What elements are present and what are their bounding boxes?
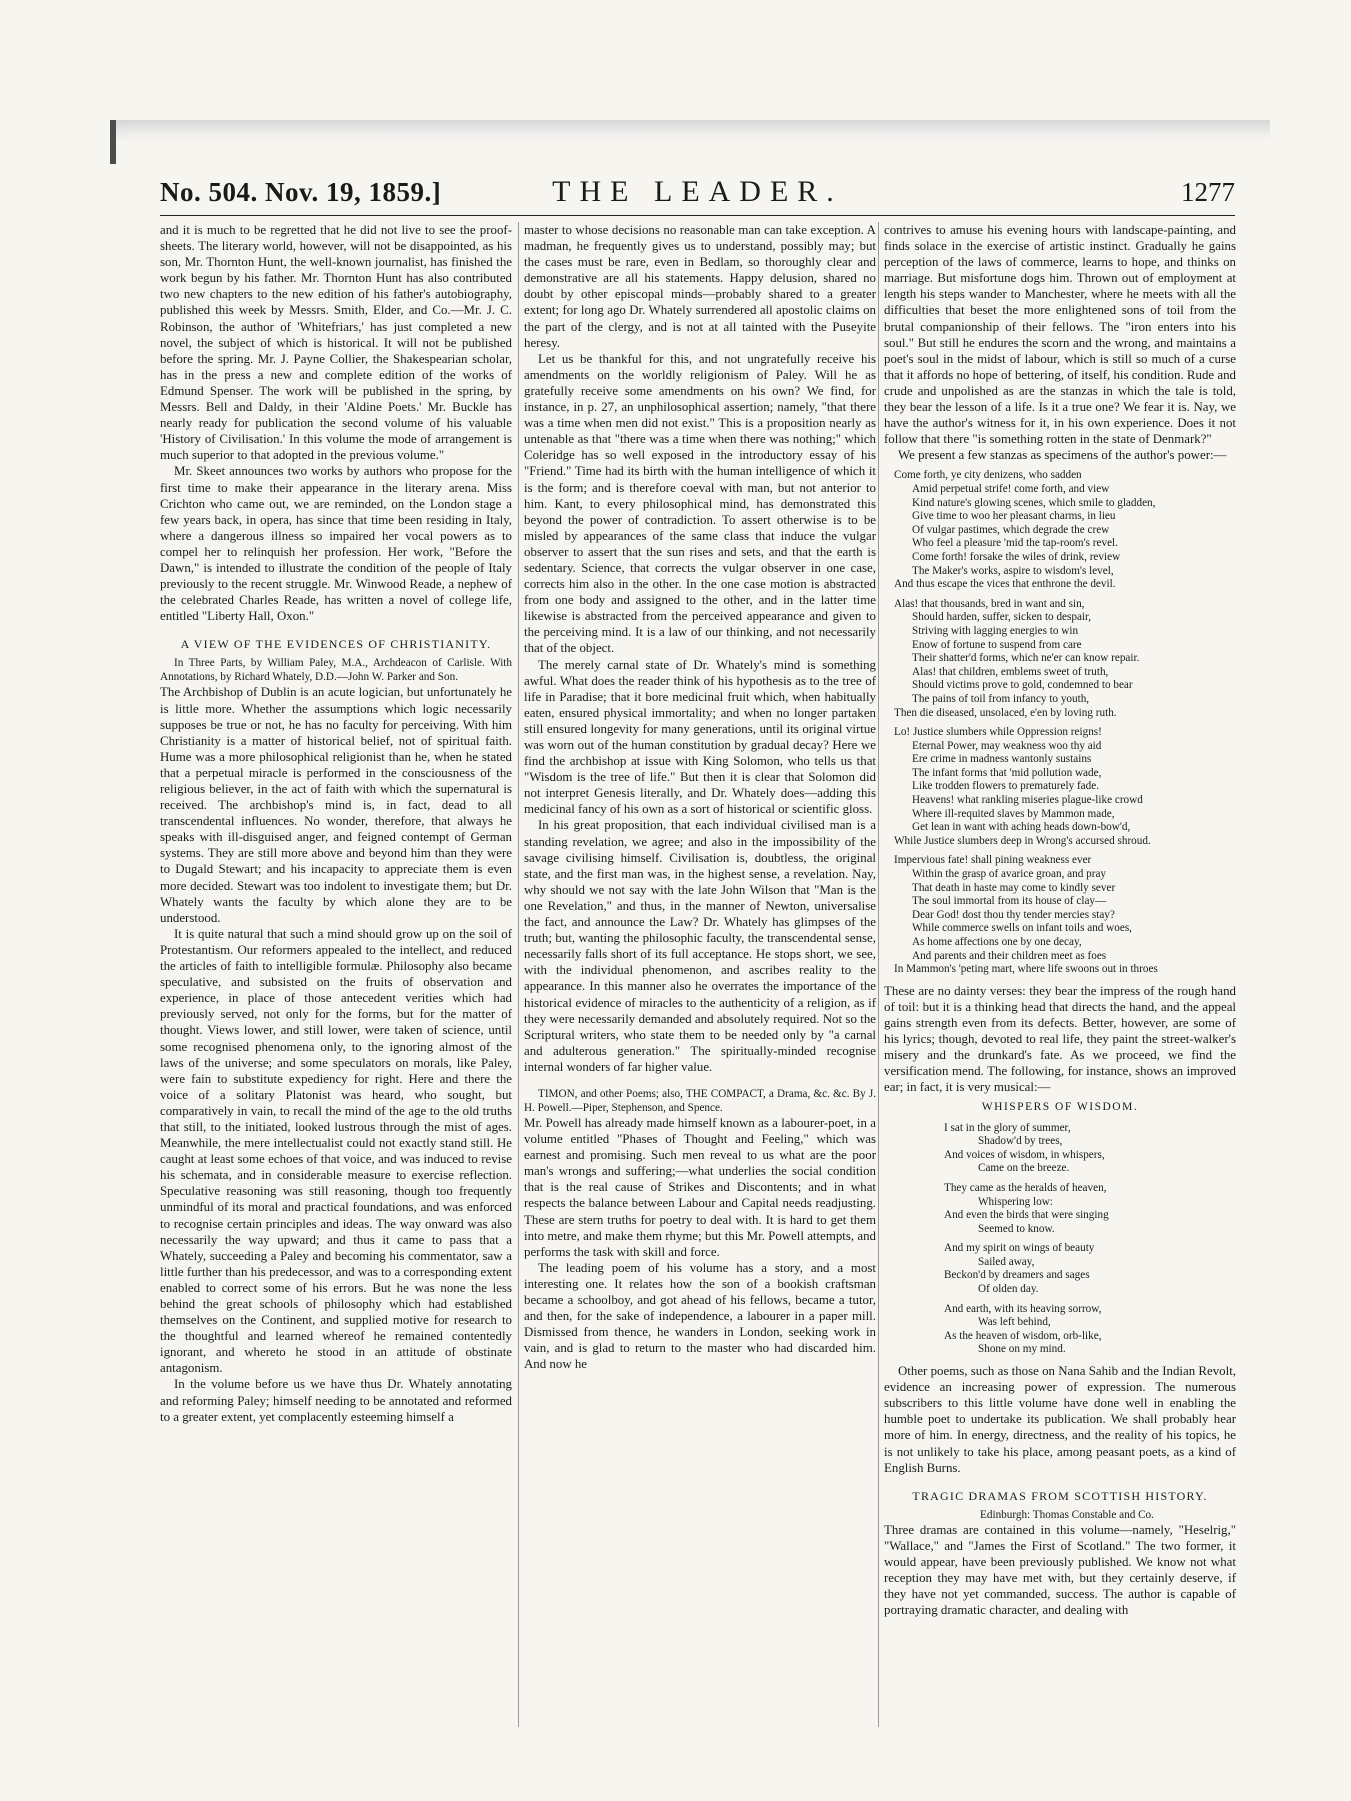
poem-line: The soul immortal from its house of clay— [912,895,1107,908]
paragraph: The leading poem of his volume has a story, and a most interesting one. It relates how the son of a bookish craftsman became a schoolboy, and got ahead of his fellows, became a tutor, and then, for the sake of independence, a labourer in a paper mill. Dismissed from thence, he wanders in London, seeking work in vain, and is glad to return to the master who had discarded him. And now he [524,1260,876,1372]
stanza [894,469,1236,591]
page-header [160,175,1235,216]
paragraph: In his great proposition, that each individual civilised man is a standing revelation, we agree; and also in the impossibility of the savage civilising himself. Civilisation is, doubtless, the original state, and the first man was, in the highest sense, a revelation. Nay, why should we not say with the late John Wilson that "Man is the one Revelation," and thus, in the manner of Newton, universalise the fact, and announce the Law? Dr. Whately has glimpses of the truth; but, wanting the philosophic faculty, the transcendental sense, necessarily falls short of its full acceptance. He stops short, we see, with the individual phenomenon, and ascribes reality to the appearance. In this manner also he overrates the importance of the historical evidence of miracles to the authenticity of a religion, as if they were necessarily demanded and absolutely required. Not so the Scriptural writers, who state them to be needed only by "a carnal and adulterous generation." The spiritually-minded recognise internal wonders of far higher value. [524,818,876,1074]
poem-line: Striving with lagging energies to win [912,624,1079,637]
stanza [944,1303,1236,1357]
review-heading: A VIEW OF THE EVIDENCES OF CHRISTIANITY. [180,637,492,652]
review-publication: Edinburgh: Thomas Constable and Co. [980,1508,1154,1521]
column-2 [524,222,876,1372]
poem-line: Should victims prove to gold, condemned to bear [912,679,1133,692]
stanza [944,1182,1236,1236]
poem-line: That death in haste may come to kindly sever [912,881,1116,894]
poem-line: The pains of toil from infancy to youth, [912,692,1090,705]
stanza [944,1122,1236,1176]
poem-line: They came as the heralds of heaven, [944,1181,1107,1194]
poem-line: Ere crime in madness wantonly sustains [912,753,1092,766]
paragraph: These are no dainty verses: they bear the impress of the rough hand of toil: but it is a thinking head that directs the hand, and the appeal gains strength even from its defects. Better, however, are some of his lyrics; though, devoted to real life, they paint the street-walker's misery and the drunkard's fate. As we proceed, we find the versification mend. The following, for instance, shows an improved ear; in fact, it is very musical:— [884,983,1236,1095]
paragraph: The Archbishop of Dublin is an acute logician, but unfortunately he is little more. Whether the assumptions which logic necessarily supposes be true or not, he has no faculty for perceiving. With him Christianity is a matter of historical belief, not of spiritual faith. Hume was a more philosophical religionist than he, when he stated that a perpetual miracle is performed in the consciousness of the religious believer, in the act of faith with which the supernatural is received. The archbishop's mind is, in fact, dead to all transcendental influences. No wonder, therefore, that always he speaks with ill-disguised anger, and feigned contempt of German systems. They are still more above and beyond him than they were to Dugald Stewart; and his incapacity to appreciate them is even more decided. Stewart was too indolent to investigate them; but Dr. Whately wants the faculty by which alone they are to be understood. [160,685,512,925]
poem-line: Was left behind, [978,1316,1051,1329]
poem-line: Came on the breeze. [978,1162,1070,1175]
poem-line: Shone on my mind. [978,1343,1066,1356]
poem-line: Alas! that thousands, bred in want and sin, [894,597,1085,610]
poem-line: Within the grasp of avarice groan, and pray [912,868,1107,881]
poem-line: Come forth, ye city denizens, who sadden [894,469,1082,482]
scan-corner-mark [110,120,116,164]
review-publication: In Three Parts, by William Paley, M.A., Archdeacon of Carlisle. With Annotations, by Richard Whately, D.D.—John W. Parker and Son. [160,657,512,684]
stanza [894,854,1236,976]
poem-line: Lo! Justice slumbers while Oppression reigns! [894,726,1102,739]
poem-line: Sailed away, [978,1255,1035,1268]
poem-line: While commerce swells on infant toils and woes, [912,922,1132,935]
column-rule-1 [518,222,519,1727]
paragraph: Let us be thankful for this, and not ungratefully receive his amendments on the worldly religionism of Paley. Will he as gratefully receive some amendments on his own? We find, for instance, in p. 27, an unphilosophical assertion; namely, "that there was a time when men did not exist." This is a proposition nearly as untenable as that "there was a time when there was nothing;" which Coleridge has so well exposed in the introductory essay of his "Friend." Time had its birth with the human intelligence of which it is the form; and is therefore coeval with man, but not anterior to him. Kant, to every philosophical mind, has demonstrated this beyond the power of contradiction. To assert otherwise is to be misled by appearances of the same class that induce the vulgar observer to assert that the sun rises and sets, and that the earth is sedentary. Science, that corrects the vulgar observer in one case, corrects him also in the other. In the one case motion is abstracted from one body and assigned to the other, and in the latter time likewise is abstracted from the perceived appearance and given to the perceiving mind. It is a law of our thinking, and not necessarily that of the object. [524,351,876,656]
poem-line: As the heaven of wisdom, orb-like, [944,1329,1102,1342]
poem-line: Impervious fate! shall pining weakness ever [894,854,1092,867]
issue-number: No. 504. Nov. 19, 1859.] [160,177,442,207]
poem-excerpt [894,469,1236,976]
poem-line: Seemed to know. [978,1222,1055,1235]
poem-line: And voices of wisdom, in whispers, [944,1148,1105,1161]
poem-line: Alas! that children, emblems sweet of truth, [912,665,1109,678]
newspaper-title: THE LEADER. [552,175,843,208]
poem-whispers [944,1122,1236,1358]
poem-line: Beckon'd by dreamers and sages [944,1269,1090,1282]
page-number: 1277 [1181,177,1235,207]
poem-line: Where ill-requited slaves by Mammon made, [912,807,1115,820]
paragraph: Other poems, such as those on Nana Sahib and the Indian Revolt, evidence an increasing power of expression. The numerous subscribers to this little volume have done well in enabling the humble poet to undertake its publication. We shall probably hear more of him. In energy, directness, and the reality of his topics, he is not unlikely to take his place, among peasant poets, as a kind of English Burns. [884,1364,1236,1475]
paragraph: master to whose decisions no reasonable man can take exception. A madman, he frequently gives us to understand, possibly may; but the cases must be rare, even in Bedlam, so thoroughly clear and demonstrative are all his statements. Happy delusion, shared no doubt by other episcopal minds—probably shared to a greater extent; for long ago Dr. Whately surrendered all apostolic claims on the part of the clergy, and is not at all tainted with the Puseyite heresy. [524,223,876,350]
poem-line: Come forth! forsake the wiles of drink, review [912,550,1121,563]
poem-line: Heavens! what rankling miseries plague-like crowd [912,794,1143,807]
poem-line: I sat in the glory of summer, [944,1121,1071,1134]
paragraph: and it is much to be regretted that he did not live to see the proof-sheets. The literary world, however, will not be disappointed, as his son, Mr. Thornton Hunt, the well-known journalist, has finished the work begun by his father. Mr. Thornton Hunt has also contributed two new chapters to the new edition of his father's autobiography, published this week by Messrs. Smith, Elder, and Co.—Mr. J. C. Robinson, the author of 'Whitefriars,' has just completed a new novel, the subject of which is historical. It will not be published before the spring. Mr. J. Payne Collier, the Shakespearian scholar, has in the press a new and complete edition of the works of Edmund Spenser. The work will be published in the spring, by Messrs. Bell and Daldy, in their 'Aldine Poets.' Mr. Buckle has nearly ready for publication the second volume of his valuable 'History of Civilisation.' In this volume the mode of arrangement is much superior to that adopted in the previous volume." [160,223,512,463]
paragraph: In the volume before us we have thus Dr. Whately annotating and reforming Paley; himself needing to be annotated and reformed to a greater extent, yet complacently esteeming himself a [160,1377,512,1424]
review-heading: TRAGIC DRAMAS FROM SCOTTISH HISTORY. [912,1488,1208,1503]
poem-line: And even the birds that were singing [944,1209,1109,1222]
poem-line: Like trodden flowers to prematurely fade. [912,780,1100,793]
paragraph: We present a few stanzas as specimens of the author's power:— [898,448,1227,463]
review-heading: TIMON, and other Poems; also, THE COMPACT, a Drama, &c. &c. By J. H. Powell.—Piper, Stephenson, and Spence. [524,1087,876,1114]
column-3 [884,222,1236,1618]
poem-line: The Maker's works, aspire to wisdom's level, [912,564,1114,577]
paragraph: The merely carnal state of Dr. Whately's mind is something awful. What does the reader think of his hypothesis as to the tree of life in Paradise; that it bore medicinal fruit which, when habitually eaten, ensured physical immortality; and when no longer partaken still ensured longevity for many generations, until its original virtue was worn out of the human constitution by gradual decay? Here we find the archbishop at issue with King Solomon, who tells us that "Wisdom is the tree of life." But then it is clear that Solomon did not interpret Genesis literally, and Dr. Whately does—adding this medicinal fancy of his own as a sort of historical or scientific gloss. [524,657,876,817]
poem-line: Kind nature's glowing scenes, which smile to gladden, [912,496,1156,509]
poem-line: Who feel a pleasure 'mid the tap-room's revel. [912,537,1118,550]
paragraph: contrives to amuse his evening hours with landscape-painting, and finds solace in the exercise of artistic instinct. Gradually he gains perception of the laws of commerce, learns to hope, and thinks on marriage. But misfortune dogs him. Thrown out of employment at length his steps wander to Manchester, where he meets with all the difficulties that beset the more enlightened sons of toil from the brutal companionship of their fellows. The "iron enters into his soul." But still he endures the scorn and the wrong, and maintains a poet's soul in the midst of labour, which is still so much of a curse that it affords no hope of bettering, of itself, his condition. Rude and crude and unpolished as are the stanzas in which the tale is told, they bear the lesson of a life. Is it a true one? We fear it is. Nay, we have the author's witness for it, in his own experience. Does it not follow that there "is something rotten in the state of Denmark?" [884,223,1236,447]
poem-line: Dear God! dost thou thy tender mercies stay? [912,908,1115,921]
stanza [944,1242,1236,1296]
poem-line: The infant forms that 'mid pollution wade, [912,766,1102,779]
poem-line: Get lean in want with aching heads down-bow'd, [912,821,1131,834]
stanza [894,598,1236,720]
poem-line: Should harden, suffer, sicken to despair, [912,611,1092,624]
stanza [894,726,1236,848]
poem-line: Enow of fortune to suspend from care [912,638,1082,651]
paragraph: Three dramas are contained in this volume—namely, "Heselrig," "Wallace," and "James the First of Scotland." The two former, it would appear, have been previously published. We know not what reception they may have met with, but they certainly deserve, if they have not yet commanded, success. The author is capable of portraying dramatic character, and dealing with [884,1522,1236,1618]
poem-line: Of olden day. [978,1283,1039,1296]
column-rule-2 [878,222,879,1727]
poem-line: And earth, with its heaving sorrow, [944,1302,1102,1315]
poem-line: While Justice slumbers deep in Wrong's accursed shroud. [894,834,1151,847]
poem-line: Give time to woo her pleasant charms, in lieu [912,510,1116,523]
poem-line: Of vulgar pastimes, which degrade the crew [912,523,1110,536]
poem-title: WHISPERS OF WISDOM. [981,1101,1139,1114]
poem-line: And thus escape the vices that enthrone the devil. [894,578,1116,591]
poem-line: In Mammon's 'peting mart, where life swoons out in throes [894,963,1158,976]
poem-line: Whispering low: [978,1195,1053,1208]
poem-line: Eternal Power, may weakness woo thy aid [912,739,1102,752]
scan-top-edge [110,120,1270,142]
poem-line: And my spirit on wings of beauty [944,1242,1095,1255]
poem-line: Then die diseased, unsolaced, e'en by loving ruth. [894,706,1117,719]
paragraph: Mr. Skeet announces two works by authors who propose for the first time to make their appearance in the literary arena. Miss Crichton who came out, we are reminded, on the London stage a few years back, in opera, has since that time been residing in Italy, where a dangerous illness so impaired her vocal powers as to compel her to relinquish her profession. Her work, "Before the Dawn," is intended to illustrate the condition of the people of Italy previously to the recent struggle. Mr. Winwood Reade, a nephew of the celebrated Charles Reade, has written a novel of college life, entitled "Liberty Hall, Oxon." [160,464,512,624]
paragraph: It is quite natural that such a mind should grow up on the soil of Protestantism. Our reformers appealed to the intellect, and reduced the articles of faith to intelligible formulæ. Philosophy also became speculative, and subsisted on the fruits of observation and experience, in place of those antecedent verities which had previously served, not only for the forms, but for the matter of thought. Views lower, and still lower, were taken of science, until some recognised phenomena only, to the ignoring almost of the laws of the universe; and some speculators on morals, like Paley, were fain to substitute expediency for right. Here and there the voice of a solitary Platonist was heard, who sought, but comparatively in vain, to recall the mind of the age to the old truths that still, to the initiated, looked lustrous through the mist of ages. Meanwhile, the mere intellectualist could not exactly stand still. He caught at least some echoes of that voice, and was induced to revise his schemata, and in considerable measure to exercise reflection. Speculative reasoning was still reasoning, though too frequently unmindful of its moral and practical foundations, and was enforced to recognise certain principles and ideas. The way onward was also necessarily the way upward; and thus it came to pass that a Whately, succeeding a Paley and becoming his commentator, saw a little further than his predecessor, and was to a corresponding extent enabled to correct some of his errors. But he was none the less behind the great schools of philosophy which had established themselves on the Continent, and supplied motive for research to the thoughtful and learned whereof he remained contentedly ignorant, and whereto he stood in an attitude of obstinate antagonism. [160,926,512,1376]
poem-line: Amid perpetual strife! come forth, and view [912,483,1110,495]
paragraph: Mr. Powell has already made himself known as a labourer-poet, in a volume entitled "Phases of Thought and Feeling," which was earnest and promising. Such men reveal to us what are the poor man's wrongs and suffering;—what underlies the social condition that is the real cause of Strikes and Discontents; and in what respects the balance between Labour and Capital needs readjusting. These are stern truths for poetry to deal with. It is hard to get them into metre, and make them rhyme; but this Mr. Powell attempts, and performs the task with skill and force. [524,1115,876,1259]
poem-line: Shadow'd by trees, [978,1135,1063,1148]
column-1 [160,222,512,1425]
poem-line: Their shatter'd forms, which ne'er can know repair. [912,652,1140,665]
poem-line: And parents and their children meet as foes [912,949,1107,962]
poem-line: As home affections one by one decay, [912,936,1082,948]
